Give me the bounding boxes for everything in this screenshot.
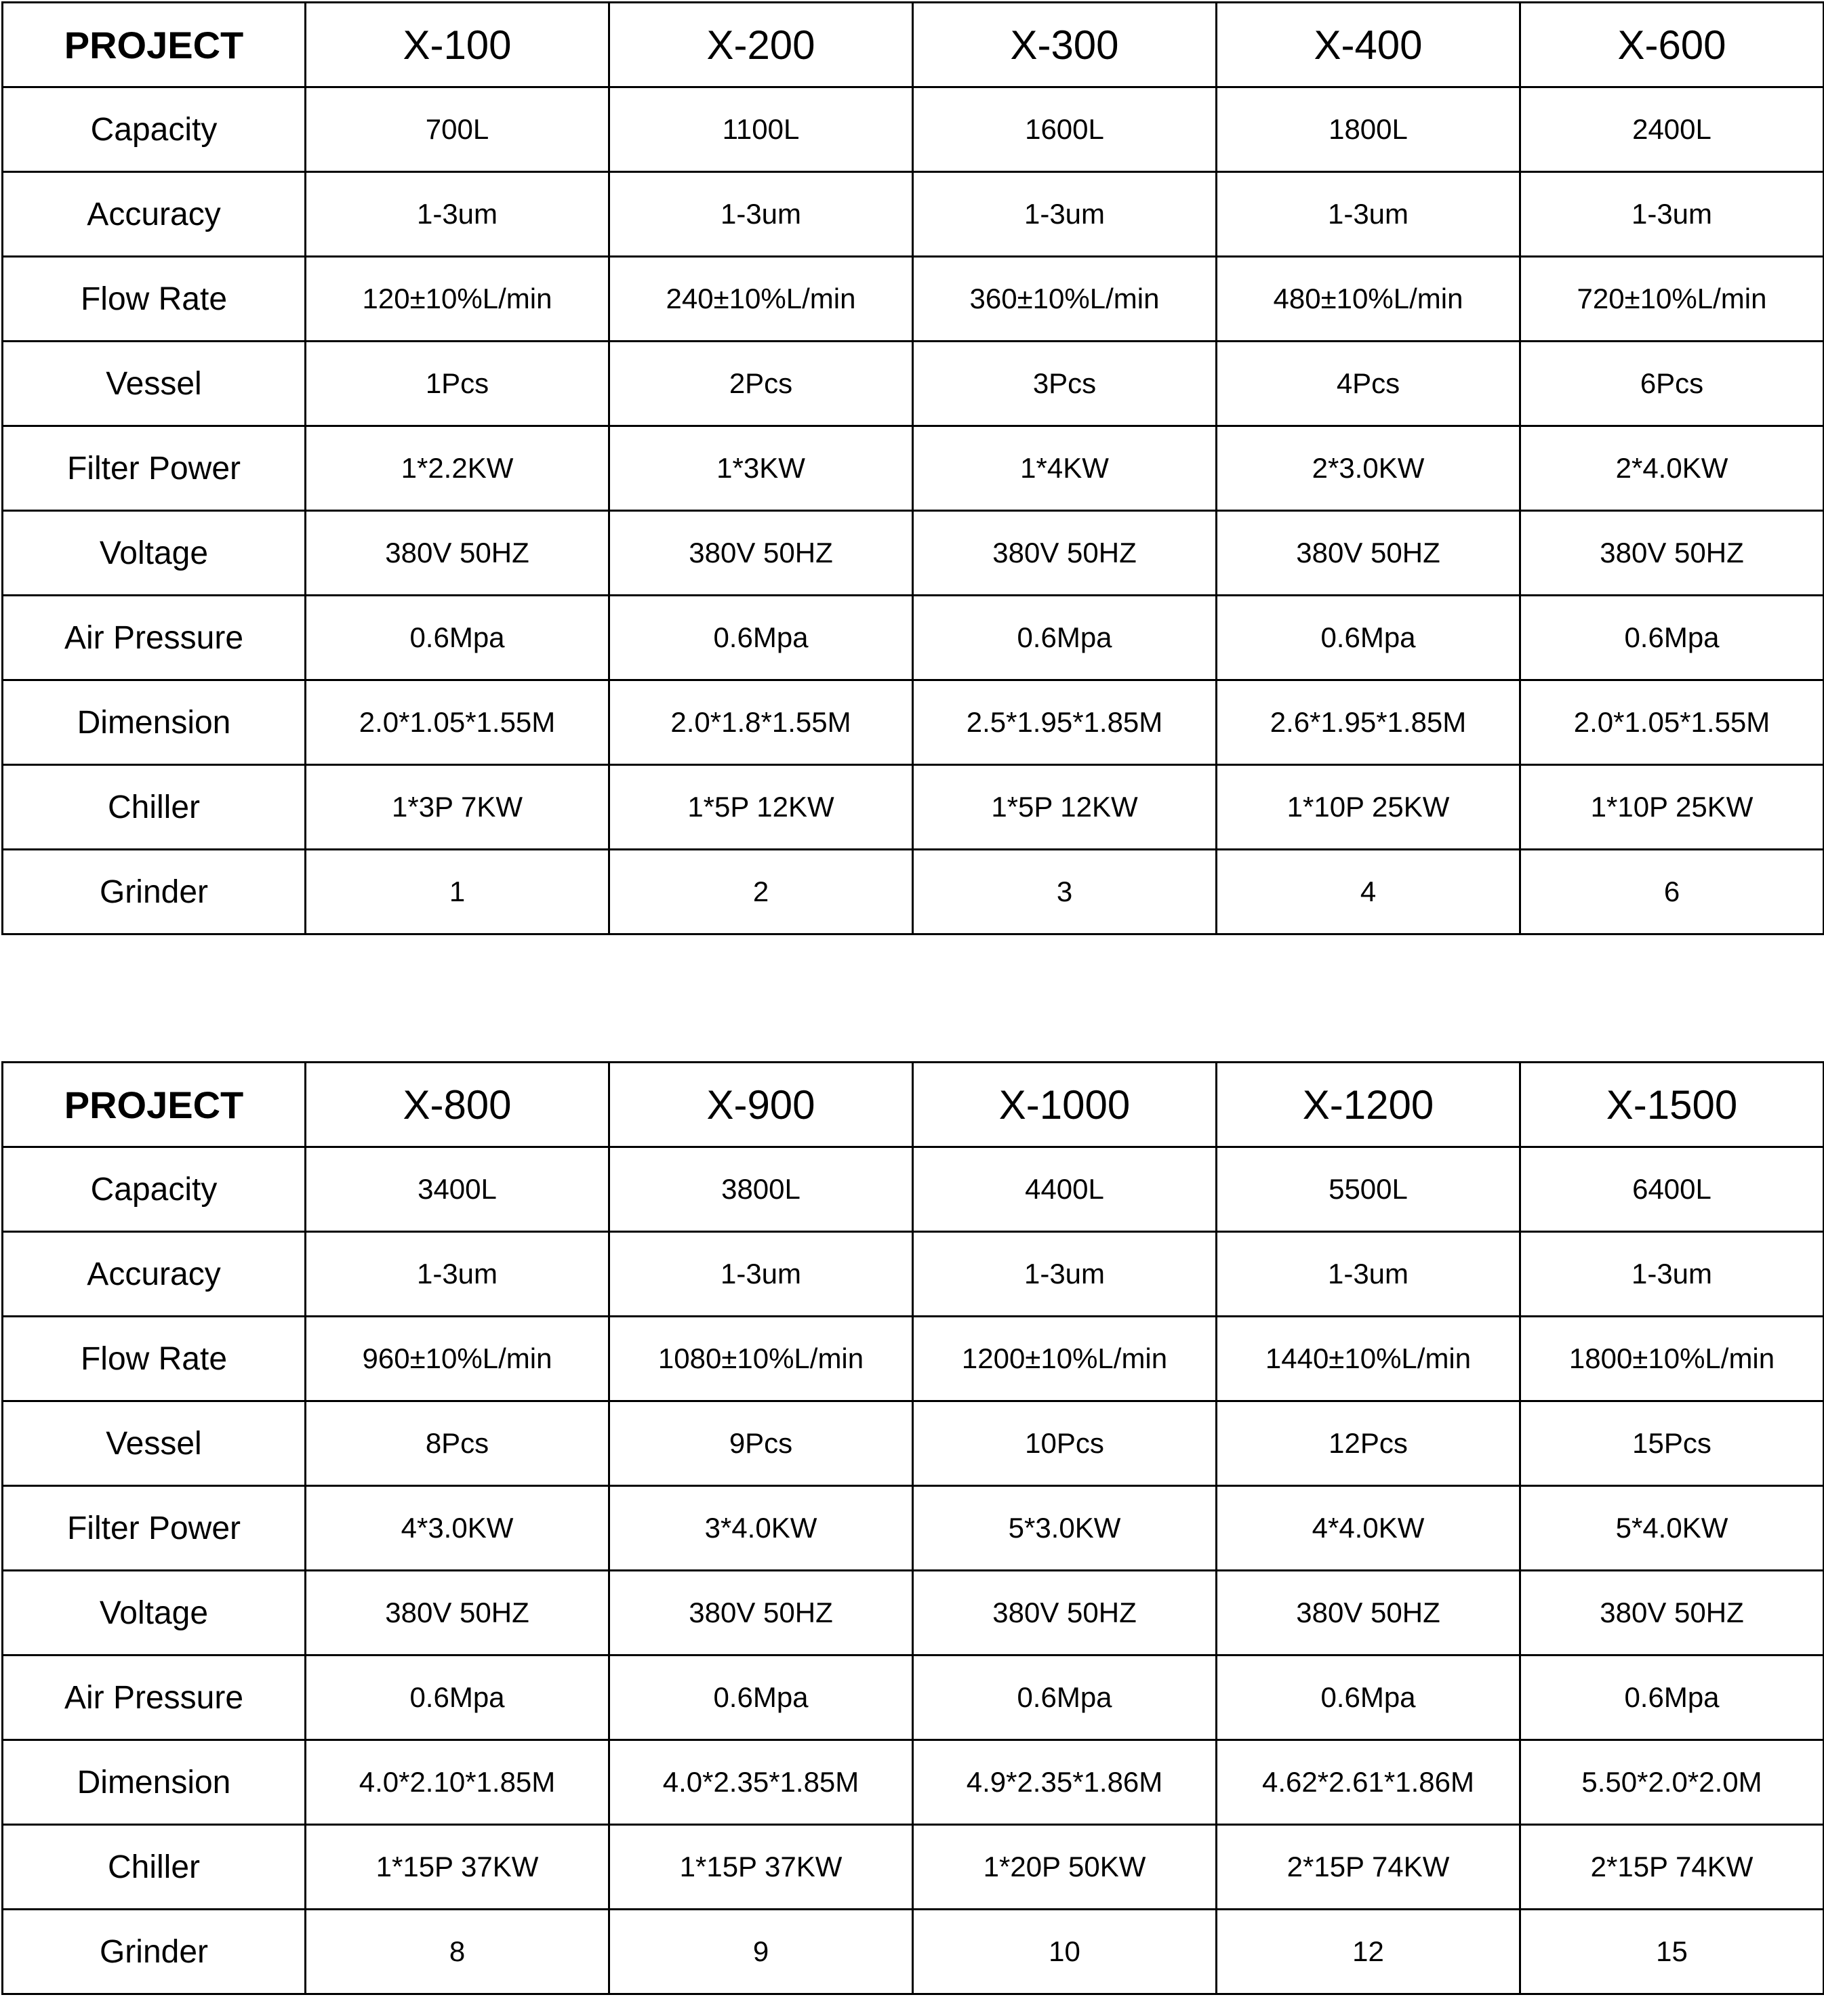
row-label: Capacity [3, 1147, 306, 1232]
table-cell: 1-3um [1520, 172, 1824, 257]
row-label: Accuracy [3, 1232, 306, 1317]
table-cell: 8Pcs [306, 1401, 609, 1486]
table-cell: 700L [306, 87, 609, 172]
table-cell: 1800±10%L/min [1520, 1317, 1824, 1401]
table-cell: 240±10%L/min [609, 257, 913, 342]
table-cell: 4 [1217, 850, 1520, 934]
table-cell: 6Pcs [1520, 342, 1824, 426]
table-cell: 960±10%L/min [306, 1317, 609, 1401]
table-row [3, 511, 1824, 596]
model-header: X-1500 [1520, 1063, 1824, 1147]
table-cell: 15Pcs [1520, 1401, 1824, 1486]
row-label: Accuracy [3, 172, 306, 257]
table-cell: 3Pcs [913, 342, 1217, 426]
table-cell: 380V 50HZ [306, 511, 609, 596]
table-cell: 12 [1217, 1910, 1520, 1994]
table-cell: 2.0*1.05*1.55M [1520, 680, 1824, 765]
table-cell: 0.6Mpa [306, 596, 609, 680]
header-row [3, 3, 1824, 87]
table-row [3, 1147, 1824, 1232]
table-cell: 1*5P 12KW [609, 765, 913, 850]
row-label: Dimension [3, 680, 306, 765]
table-row [3, 1486, 1824, 1571]
table-cell: 1*15P 37KW [609, 1825, 913, 1910]
model-header: X-1000 [913, 1063, 1217, 1147]
row-label: Grinder [3, 850, 306, 934]
table-cell: 3800L [609, 1147, 913, 1232]
table-cell: 3 [913, 850, 1217, 934]
table-cell: 2400L [1520, 87, 1824, 172]
table-cell: 1-3um [609, 1232, 913, 1317]
table-cell: 2.6*1.95*1.85M [1217, 680, 1520, 765]
row-label: Air Pressure [3, 596, 306, 680]
row-label: Flow Rate [3, 1317, 306, 1401]
table-row [3, 596, 1824, 680]
table-cell: 1*10P 25KW [1520, 765, 1824, 850]
model-header: X-900 [609, 1063, 913, 1147]
table-cell: 380V 50HZ [1217, 511, 1520, 596]
table-cell: 2.0*1.8*1.55M [609, 680, 913, 765]
table-row [3, 1571, 1824, 1655]
table-row [3, 1655, 1824, 1740]
table-cell: 4.9*2.35*1.86M [913, 1740, 1217, 1825]
table-row [3, 172, 1824, 257]
table-cell: 0.6Mpa [609, 596, 913, 680]
table-cell: 380V 50HZ [609, 1571, 913, 1655]
table-cell: 6 [1520, 850, 1824, 934]
row-label: Vessel [3, 1401, 306, 1486]
table-cell: 1-3um [1217, 1232, 1520, 1317]
table-cell: 10Pcs [913, 1401, 1217, 1486]
table-cell: 2*4.0KW [1520, 426, 1824, 511]
row-label: Voltage [3, 511, 306, 596]
table-cell: 4*4.0KW [1217, 1486, 1520, 1571]
table-row [3, 342, 1824, 426]
table-cell: 1*15P 37KW [306, 1825, 609, 1910]
table-cell: 2*15P 74KW [1520, 1825, 1824, 1910]
table-cell: 4.0*2.35*1.85M [609, 1740, 913, 1825]
table-cell: 2Pcs [609, 342, 913, 426]
table-cell: 720±10%L/min [1520, 257, 1824, 342]
table-cell: 360±10%L/min [913, 257, 1217, 342]
table-row [3, 850, 1824, 934]
table-cell: 8 [306, 1910, 609, 1994]
table-cell: 0.6Mpa [913, 596, 1217, 680]
table-row [3, 765, 1824, 850]
model-header: X-400 [1217, 3, 1520, 87]
table-cell: 5.50*2.0*2.0M [1520, 1740, 1824, 1825]
table-row [3, 426, 1824, 511]
row-label: Dimension [3, 1740, 306, 1825]
project-header: PROJECT [3, 3, 306, 87]
model-header: X-300 [913, 3, 1217, 87]
table-cell: 10 [913, 1910, 1217, 1994]
table-cell: 9 [609, 1910, 913, 1994]
row-label: Voltage [3, 1571, 306, 1655]
table-cell: 1*10P 25KW [1217, 765, 1520, 850]
table-cell: 1*3KW [609, 426, 913, 511]
row-label: Flow Rate [3, 257, 306, 342]
table-cell: 480±10%L/min [1217, 257, 1520, 342]
table-row [3, 257, 1824, 342]
table-cell: 3*4.0KW [609, 1486, 913, 1571]
table-cell: 5*3.0KW [913, 1486, 1217, 1571]
table-cell: 2.5*1.95*1.85M [913, 680, 1217, 765]
table-cell: 380V 50HZ [1520, 1571, 1824, 1655]
table-cell: 5*4.0KW [1520, 1486, 1824, 1571]
table-cell: 0.6Mpa [1520, 596, 1824, 680]
table-cell: 4400L [913, 1147, 1217, 1232]
table-cell: 1Pcs [306, 342, 609, 426]
table-cell: 1*5P 12KW [913, 765, 1217, 850]
spec-table-2 [1, 1061, 1824, 1995]
table-cell: 1 [306, 850, 609, 934]
row-label: Air Pressure [3, 1655, 306, 1740]
table-cell: 0.6Mpa [913, 1655, 1217, 1740]
table-cell: 0.6Mpa [1520, 1655, 1824, 1740]
table-cell: 0.6Mpa [609, 1655, 913, 1740]
table-row [3, 1317, 1824, 1401]
table-cell: 1080±10%L/min [609, 1317, 913, 1401]
table-cell: 1-3um [913, 172, 1217, 257]
table-row [3, 1401, 1824, 1486]
table-cell: 2*15P 74KW [1217, 1825, 1520, 1910]
table-cell: 0.6Mpa [1217, 596, 1520, 680]
table-cell: 1*4KW [913, 426, 1217, 511]
table-row [3, 1740, 1824, 1825]
row-label: Chiller [3, 765, 306, 850]
table-cell: 4.0*2.10*1.85M [306, 1740, 609, 1825]
table-cell: 2 [609, 850, 913, 934]
table-cell: 4*3.0KW [306, 1486, 609, 1571]
table-cell: 9Pcs [609, 1401, 913, 1486]
spec-table-1 [1, 1, 1824, 935]
table-cell: 12Pcs [1217, 1401, 1520, 1486]
table-cell: 4.62*2.61*1.86M [1217, 1740, 1520, 1825]
table-cell: 5500L [1217, 1147, 1520, 1232]
row-label: Capacity [3, 87, 306, 172]
row-label: Filter Power [3, 426, 306, 511]
table-cell: 1*3P 7KW [306, 765, 609, 850]
table-row [3, 1825, 1824, 1910]
table-cell: 380V 50HZ [913, 1571, 1217, 1655]
model-header: X-800 [306, 1063, 609, 1147]
table-cell: 1*2.2KW [306, 426, 609, 511]
table-cell: 15 [1520, 1910, 1824, 1994]
table-cell: 1100L [609, 87, 913, 172]
table-cell: 380V 50HZ [1217, 1571, 1520, 1655]
model-header: X-100 [306, 3, 609, 87]
header-row [3, 1063, 1824, 1147]
table-cell: 1800L [1217, 87, 1520, 172]
table-row [3, 1232, 1824, 1317]
table-cell: 6400L [1520, 1147, 1824, 1232]
row-label: Grinder [3, 1910, 306, 1994]
table-cell: 2*3.0KW [1217, 426, 1520, 511]
table-cell: 1440±10%L/min [1217, 1317, 1520, 1401]
row-label: Chiller [3, 1825, 306, 1910]
row-label: Vessel [3, 342, 306, 426]
project-header: PROJECT [3, 1063, 306, 1147]
table-cell: 1-3um [306, 172, 609, 257]
model-header: X-1200 [1217, 1063, 1520, 1147]
table-row [3, 680, 1824, 765]
table-cell: 120±10%L/min [306, 257, 609, 342]
table-cell: 380V 50HZ [306, 1571, 609, 1655]
table-cell: 1-3um [1520, 1232, 1824, 1317]
table-cell: 1200±10%L/min [913, 1317, 1217, 1401]
table-cell: 3400L [306, 1147, 609, 1232]
model-header: X-600 [1520, 3, 1824, 87]
table-cell: 380V 50HZ [913, 511, 1217, 596]
table-cell: 4Pcs [1217, 342, 1520, 426]
table-cell: 1-3um [913, 1232, 1217, 1317]
table-cell: 1-3um [306, 1232, 609, 1317]
table-cell: 380V 50HZ [609, 511, 913, 596]
table-cell: 2.0*1.05*1.55M [306, 680, 609, 765]
table-cell: 1-3um [609, 172, 913, 257]
table-row [3, 87, 1824, 172]
row-label: Filter Power [3, 1486, 306, 1571]
table-cell: 1-3um [1217, 172, 1520, 257]
table-cell: 0.6Mpa [306, 1655, 609, 1740]
model-header: X-200 [609, 3, 913, 87]
table-cell: 0.6Mpa [1217, 1655, 1520, 1740]
table-row [3, 1910, 1824, 1994]
table-cell: 1*20P 50KW [913, 1825, 1217, 1910]
table-cell: 1600L [913, 87, 1217, 172]
table-cell: 380V 50HZ [1520, 511, 1824, 596]
